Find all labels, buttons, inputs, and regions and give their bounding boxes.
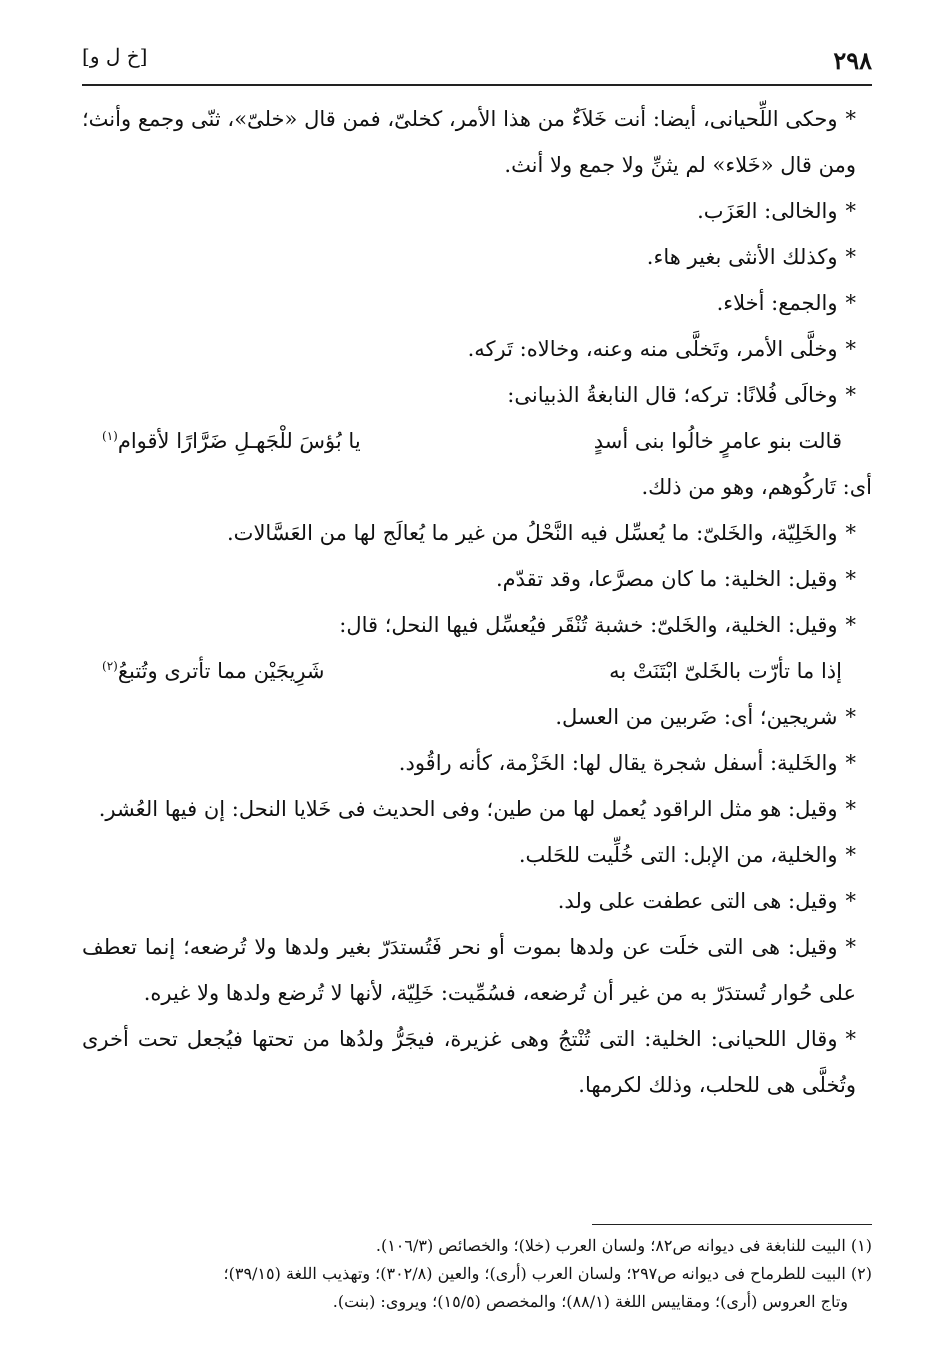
paragraph	[82, 602, 872, 648]
paragraph	[82, 96, 872, 188]
paragraph	[82, 372, 872, 418]
paragraph	[82, 832, 872, 878]
verse-first-hemistich: إذا ما تأرّت بالخَلىّ ابْتَنَتْ به	[609, 659, 842, 683]
paragraph	[82, 1016, 872, 1108]
paragraph	[82, 188, 872, 234]
verse-text: شَرِيجَيْن مما تأترى وتُتبعُ	[117, 659, 325, 683]
footnote-continuation: وتاج العروس (أرى)؛ ومقاييس اللغة (٨٨/١)؛ والمخصص (١٥/٥)؛ ويروى: (بنت).	[332, 1292, 848, 1311]
paragraph	[82, 786, 872, 832]
asterisk-icon: *	[845, 521, 856, 545]
asterisk-icon: *	[845, 291, 856, 315]
paragraph	[82, 510, 872, 556]
main-text	[82, 96, 872, 1108]
asterisk-icon: *	[845, 751, 856, 775]
paragraph-text: وقيل: الخلية: ما كان مصرَّعا، وقد تقدّم.	[495, 567, 838, 591]
footnote: (١) البيت للنابغة فى ديوانه ص٨٢؛ ولسان العرب (خلا)؛ والخصائص (١٠٦/٣).	[375, 1236, 872, 1255]
verse-text: يا بُؤسَ للْجَهـلِ ضَرَّارًا لأقوام	[117, 429, 361, 453]
paragraph-text: وخلَّى الأمر، وتَخلَّى منه وعنه، وخالاه: تَركه.	[467, 337, 838, 361]
asterisk-icon: *	[845, 705, 856, 729]
paragraph	[82, 234, 872, 280]
paragraph	[82, 280, 872, 326]
paragraph-text: وكذلك الأنثى بغير هاء.	[646, 245, 838, 269]
asterisk-icon: *	[845, 107, 856, 131]
paragraph-text: وقيل: هو مثل الراقود يُعمل لها من طين؛ وفى الحديث فى خَلايا النحل: إن فيها العُشر.	[98, 797, 838, 821]
page-header	[82, 40, 872, 86]
paragraph-text: وقيل: هى التى عطفت على ولد.	[557, 889, 838, 913]
paragraph-text: والجمع: أخلاء.	[716, 291, 838, 315]
footnote-marker: (١)	[102, 429, 118, 443]
verse-first-hemistich: قالت بنو عامرٍ خالُوا بنى أسدٍ	[593, 429, 842, 453]
paragraph-text: وقيل: الخلية، والخَلىّ: خشبة تُنْقَر فيُعسِّل فيها النحل؛ قال:	[339, 613, 838, 637]
paragraph-text: والخَلية: أسفل شجرة يقال لها: الخَزْمة، كأنه راقُود.	[398, 751, 838, 775]
paragraph-text: أى: تَاركُوهم، وهو من ذلك.	[641, 475, 872, 499]
poetry-verse	[82, 648, 872, 694]
asterisk-icon: *	[845, 935, 856, 959]
asterisk-icon: *	[845, 383, 856, 407]
paragraph-text: شريجين؛ أى: ضَربين من العسل.	[555, 705, 838, 729]
footnote-marker: (٢)	[102, 659, 118, 673]
paragraph-text: والخلية، من الإبل: التى خُلِّيت للحَلب.	[518, 843, 838, 867]
footnote-divider	[592, 1224, 872, 1225]
paragraph	[82, 924, 872, 1016]
asterisk-icon: *	[845, 199, 856, 223]
asterisk-icon: *	[845, 245, 856, 269]
paragraph-text: وقال اللحيانى: الخلية: التى تُنْتجُ وهى غزيرة، فيجَرُّ ولدُها من تحتها فيُجعل تحت أخرى وتُخلَّى هى للحلب، وذلك لكرمها.	[82, 1027, 856, 1097]
paragraph	[82, 326, 872, 372]
running-head: [خ ل و]	[82, 44, 148, 68]
asterisk-icon: *	[845, 567, 856, 591]
asterisk-icon: *	[845, 843, 856, 867]
paragraph	[82, 878, 872, 924]
footnotes	[82, 1232, 872, 1316]
asterisk-icon: *	[845, 613, 856, 637]
paragraph-text: والخَلِيّة، والخَلىّ: ما يُعسِّل فيه النَّحْلُ من غير ما يُعالَج لها من العَسَّالات.	[227, 521, 838, 545]
paragraph-text: والخالى: العَزَب.	[697, 199, 838, 223]
paragraph	[82, 556, 872, 602]
paragraph-text: وحكى اللِّحيانى، أيضا: أنت خَلاَءٌ من هذا الأمر، كخلىّ، فمن قال «خلىّ»، ثنّى وجمع وأنث؛ ومن قال «خَلاء» لم يثنِّ ولا جمع ولا أنث.	[82, 107, 856, 177]
paragraph	[82, 740, 872, 786]
poetry-verse	[82, 418, 872, 464]
paragraph-text: وخالَى فُلانًا: تركه؛ قال النابغةُ الذبيانى:	[507, 383, 838, 407]
footnote: (٢) البيت للطرماح فى ديوانه ص٢٩٧؛ ولسان العرب (أرى)؛ والعين (٣٠٢/٨)؛ وتهذيب اللغة (٣٩/١٥)؛	[223, 1264, 872, 1283]
asterisk-icon: *	[845, 337, 856, 361]
paragraph	[82, 464, 872, 510]
asterisk-icon: *	[845, 889, 856, 913]
asterisk-icon: *	[845, 797, 856, 821]
page-number: ٢٩٨	[833, 46, 872, 75]
verse-second-hemistich	[102, 648, 325, 694]
paragraph-text: وقيل: هى التى خلَت عن ولدها بموت أو نحر فَتُستدَرّ بغير ولدها ولا تُرضعه؛ إنما تعطف على حُوار تُستدَرّ به من غير أن تُرضعه، فسُمِّيت: خَلِيّة، لأنها لا تُرضع ولدها ولا غيره.	[82, 935, 856, 1005]
verse-second-hemistich	[102, 418, 361, 464]
paragraph	[82, 694, 872, 740]
asterisk-icon: *	[845, 1027, 856, 1051]
